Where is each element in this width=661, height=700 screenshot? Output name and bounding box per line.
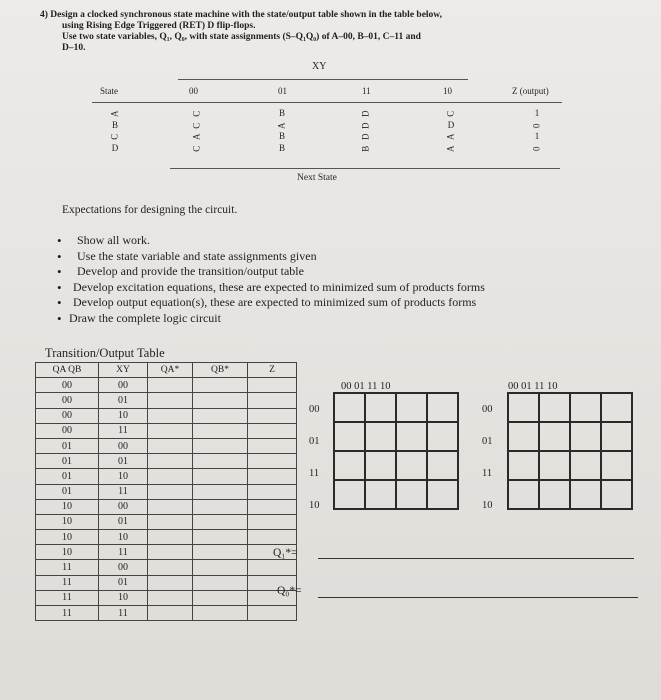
- kmap-cell[interactable]: [570, 393, 601, 422]
- cell-qb-next[interactable]: [193, 560, 248, 575]
- state-table-header-rule: [92, 102, 562, 103]
- kmap-cell[interactable]: [396, 422, 427, 451]
- cell-xy: 01: [99, 454, 148, 469]
- table-row: [36, 438, 297, 453]
- cell-qb-next[interactable]: [193, 545, 248, 560]
- kmap2-row-label: 10: [482, 500, 493, 511]
- cell-z[interactable]: [248, 606, 297, 621]
- cell-xy: 11: [99, 423, 148, 438]
- table-row: [36, 590, 297, 605]
- output-c: 1: [534, 131, 540, 141]
- table-row: [36, 469, 297, 484]
- kmap-cell[interactable]: [365, 422, 396, 451]
- cell-qb-next[interactable]: [193, 454, 248, 469]
- col-header-10: 10: [443, 86, 452, 96]
- kmap-cell[interactable]: [508, 451, 539, 480]
- cell-xy: 01: [99, 514, 148, 529]
- table-row: [36, 606, 297, 621]
- state-column: [105, 108, 125, 154]
- kmap-cell[interactable]: [427, 422, 458, 451]
- cell-xy: 00: [99, 560, 148, 575]
- problem-line-1: 4) Design a clocked synchronous state machine with the state/output table shown in the table below,: [40, 10, 443, 20]
- table-row: [36, 423, 297, 438]
- cell-state: 10: [36, 530, 99, 545]
- kmap-cell[interactable]: [334, 451, 365, 480]
- xy-overline: [178, 79, 468, 80]
- cell-z[interactable]: [248, 408, 297, 423]
- cell-qb-next[interactable]: [193, 606, 248, 621]
- cell-state: 11: [36, 606, 99, 621]
- kmap-cell[interactable]: [570, 422, 601, 451]
- state-c: C: [109, 133, 120, 140]
- cell-qb-next[interactable]: [193, 575, 248, 590]
- expectation-item: • Use the state variable and state assignments given: [55, 249, 485, 265]
- state-a: A: [109, 110, 120, 117]
- q0-equation-label: Q₀*=: [277, 585, 302, 597]
- next-c-10: A: [445, 133, 456, 140]
- kmap-cell[interactable]: [508, 480, 539, 509]
- kmap-cell[interactable]: [539, 422, 570, 451]
- xy-label: XY: [312, 61, 327, 72]
- next-a-00: C: [191, 110, 202, 117]
- kmap-cell[interactable]: [334, 422, 365, 451]
- q1-equation-line[interactable]: [318, 558, 634, 559]
- next-a-10: C: [445, 110, 456, 117]
- next-a-11: D: [360, 110, 371, 117]
- cell-z[interactable]: [248, 423, 297, 438]
- cell-qa-next[interactable]: [148, 499, 193, 514]
- q1-equation-label: Q₁*=: [273, 547, 298, 559]
- next-state-label: Next State: [297, 173, 337, 183]
- cell-state: 11: [36, 575, 99, 590]
- kmap-cell[interactable]: [365, 451, 396, 480]
- cell-qa-next[interactable]: [148, 606, 193, 621]
- table-row: [36, 499, 297, 514]
- kmap-q1: [333, 392, 459, 510]
- cell-z[interactable]: [248, 438, 297, 453]
- state-d: D: [111, 142, 119, 153]
- next-d-00: C: [191, 145, 202, 152]
- kmap2-row-label: 00: [482, 404, 493, 415]
- kmap-cell[interactable]: [601, 422, 632, 451]
- cell-qb-next[interactable]: [193, 408, 248, 423]
- kmap-cell[interactable]: [427, 393, 458, 422]
- cell-state: 11: [36, 590, 99, 605]
- next-b-10: D: [447, 119, 455, 130]
- cell-qb-next[interactable]: [193, 484, 248, 499]
- output-b: 0: [531, 123, 542, 128]
- kmap-cell[interactable]: [396, 393, 427, 422]
- next-b-01: A: [276, 122, 287, 129]
- q0-equation-line[interactable]: [318, 597, 638, 598]
- cell-qb-next[interactable]: [193, 499, 248, 514]
- kmap-cell[interactable]: [334, 393, 365, 422]
- cell-z[interactable]: [248, 469, 297, 484]
- cell-state: 10: [36, 514, 99, 529]
- next-c-01: B: [278, 131, 285, 141]
- expectation-item: • Develop excitation equations, these are expected to minimized sum of products forms: [55, 280, 485, 296]
- table-row: [36, 575, 297, 590]
- state-b: B: [111, 119, 118, 130]
- kmap-cell[interactable]: [601, 393, 632, 422]
- next-b-00: C: [191, 122, 202, 129]
- kmap-cell[interactable]: [365, 480, 396, 509]
- kmap1-row-label: 00: [309, 404, 320, 415]
- cell-qa-next[interactable]: [148, 438, 193, 453]
- kmap-cell[interactable]: [601, 480, 632, 509]
- cell-qb-next[interactable]: [193, 469, 248, 484]
- problem-statement: [40, 10, 640, 54]
- cell-z[interactable]: [248, 499, 297, 514]
- cell-xy: 10: [99, 530, 148, 545]
- kmap-cell[interactable]: [570, 451, 601, 480]
- kmap-cell[interactable]: [539, 480, 570, 509]
- kmap-q0: [507, 392, 633, 510]
- next-d-10: A: [445, 145, 456, 152]
- cell-qa-next[interactable]: [148, 393, 193, 408]
- kmap-cell[interactable]: [334, 480, 365, 509]
- output-d: 0: [531, 146, 542, 151]
- next-state-underline: [170, 168, 560, 169]
- expectation-item: • Show all work.: [55, 233, 485, 249]
- cell-state: 00: [36, 423, 99, 438]
- transition-table-title: Transition/Output Table: [45, 346, 165, 360]
- kmap-cell[interactable]: [396, 480, 427, 509]
- next-d-11: B: [360, 145, 371, 152]
- expectation-item: • Draw the complete logic circuit: [55, 311, 485, 327]
- cell-xy: 00: [99, 378, 148, 393]
- cell-qa-next[interactable]: [148, 469, 193, 484]
- next-a-01: B: [278, 108, 285, 118]
- cell-xy: 01: [99, 575, 148, 590]
- kmap-cell[interactable]: [508, 422, 539, 451]
- next-d-01: B: [278, 142, 285, 153]
- transition-output-table: [35, 362, 297, 621]
- table-row: [36, 530, 297, 545]
- next-state-column-01: [272, 108, 292, 154]
- cell-z[interactable]: [248, 514, 297, 529]
- cell-z[interactable]: [248, 454, 297, 469]
- kmap-cell[interactable]: [539, 393, 570, 422]
- kmap-cell[interactable]: [396, 451, 427, 480]
- col-header-01: 01: [278, 86, 287, 96]
- next-state-column-10: [441, 108, 461, 154]
- cell-z[interactable]: [248, 530, 297, 545]
- cell-state: 01: [36, 438, 99, 453]
- state-header: State: [100, 86, 118, 96]
- cell-z[interactable]: [248, 378, 297, 393]
- cell-state: 01: [36, 469, 99, 484]
- table-header-row: [36, 363, 297, 378]
- col-qa-qb: QA QB: [36, 363, 99, 378]
- cell-xy: 00: [99, 438, 148, 453]
- kmap2-column-labels: 00 01 11 10: [508, 381, 558, 392]
- cell-qa-next[interactable]: [148, 484, 193, 499]
- problem-line-4: D–10.: [62, 43, 86, 53]
- kmap-cell[interactable]: [427, 451, 458, 480]
- cell-z[interactable]: [248, 560, 297, 575]
- cell-xy: 11: [99, 545, 148, 560]
- cell-qa-next[interactable]: [148, 423, 193, 438]
- output-a: 1: [534, 108, 540, 118]
- cell-state: 01: [36, 484, 99, 499]
- cell-qa-next[interactable]: [148, 378, 193, 393]
- kmap-cell[interactable]: [539, 451, 570, 480]
- kmap-cell[interactable]: [601, 451, 632, 480]
- table-row: [36, 454, 297, 469]
- kmap1-row-label: 10: [309, 500, 320, 511]
- table-row: [36, 393, 297, 408]
- table-row: [36, 514, 297, 529]
- kmap2-row-label: 11: [482, 468, 493, 479]
- col-header-11: 11: [362, 86, 371, 96]
- cell-qa-next[interactable]: [148, 454, 193, 469]
- next-state-column-11: [356, 108, 376, 154]
- output-header: Z (output): [512, 86, 549, 96]
- cell-state: 10: [36, 545, 99, 560]
- kmap1-row-label: 11: [309, 468, 320, 479]
- cell-xy: 11: [99, 606, 148, 621]
- cell-state: 00: [36, 393, 99, 408]
- cell-xy: 01: [99, 393, 148, 408]
- cell-state: 11: [36, 560, 99, 575]
- expectations-heading: Expectations for designing the circuit.: [62, 204, 238, 216]
- col-z: Z: [248, 363, 297, 378]
- expectations-list: [55, 233, 485, 326]
- table-row: [36, 545, 297, 560]
- cell-state: 00: [36, 378, 99, 393]
- cell-qb-next[interactable]: [193, 590, 248, 605]
- cell-qa-next[interactable]: [148, 408, 193, 423]
- cell-z[interactable]: [248, 393, 297, 408]
- cell-xy: 11: [99, 484, 148, 499]
- cell-qa-next[interactable]: [148, 514, 193, 529]
- cell-qa-next[interactable]: [148, 590, 193, 605]
- kmap2-row-label: 01: [482, 436, 493, 447]
- table-row: [36, 484, 297, 499]
- cell-xy: 10: [99, 408, 148, 423]
- kmap1-row-label: 01: [309, 436, 320, 447]
- cell-qa-next[interactable]: [148, 560, 193, 575]
- table-row: [36, 408, 297, 423]
- cell-qa-next[interactable]: [148, 530, 193, 545]
- kmap-cell[interactable]: [508, 393, 539, 422]
- next-c-11: D: [360, 133, 371, 140]
- cell-qb-next[interactable]: [193, 438, 248, 453]
- cell-xy: 10: [99, 590, 148, 605]
- next-c-00: A: [191, 133, 202, 140]
- cell-state: 10: [36, 499, 99, 514]
- cell-qb-next[interactable]: [193, 514, 248, 529]
- col-qa-next: QA*: [148, 363, 193, 378]
- cell-xy: 00: [99, 499, 148, 514]
- table-row: [36, 560, 297, 575]
- cell-qa-next[interactable]: [148, 575, 193, 590]
- kmap-cell[interactable]: [427, 480, 458, 509]
- table-row: [36, 378, 297, 393]
- col-header-00: 00: [189, 86, 198, 96]
- cell-state: 01: [36, 454, 99, 469]
- problem-line-3: Use two state variables, Q₁, Q₀, with state assignments (S–Q₁Q₀) of A–00, B–01, C–11 and: [62, 32, 421, 42]
- next-state-column-00: [187, 108, 207, 154]
- cell-qa-next[interactable]: [148, 545, 193, 560]
- kmap-cell[interactable]: [365, 393, 396, 422]
- cell-xy: 10: [99, 469, 148, 484]
- kmap-cell[interactable]: [570, 480, 601, 509]
- next-b-11: D: [360, 122, 371, 129]
- cell-qb-next[interactable]: [193, 423, 248, 438]
- output-column: [527, 108, 547, 154]
- cell-qb-next[interactable]: [193, 378, 248, 393]
- cell-qb-next[interactable]: [193, 530, 248, 545]
- problem-line-2: using Rising Edge Triggered (RET) D flip-flops.: [62, 21, 256, 31]
- col-qb-next: QB*: [193, 363, 248, 378]
- expectation-item: • Develop and provide the transition/output table: [55, 264, 485, 280]
- kmap1-column-labels: 00 01 11 10: [341, 381, 391, 392]
- cell-qb-next[interactable]: [193, 393, 248, 408]
- col-xy: XY: [99, 363, 148, 378]
- cell-z[interactable]: [248, 484, 297, 499]
- expectation-item: • Develop output equation(s), these are expected to minimized sum of products forms: [55, 295, 485, 311]
- cell-state: 00: [36, 408, 99, 423]
